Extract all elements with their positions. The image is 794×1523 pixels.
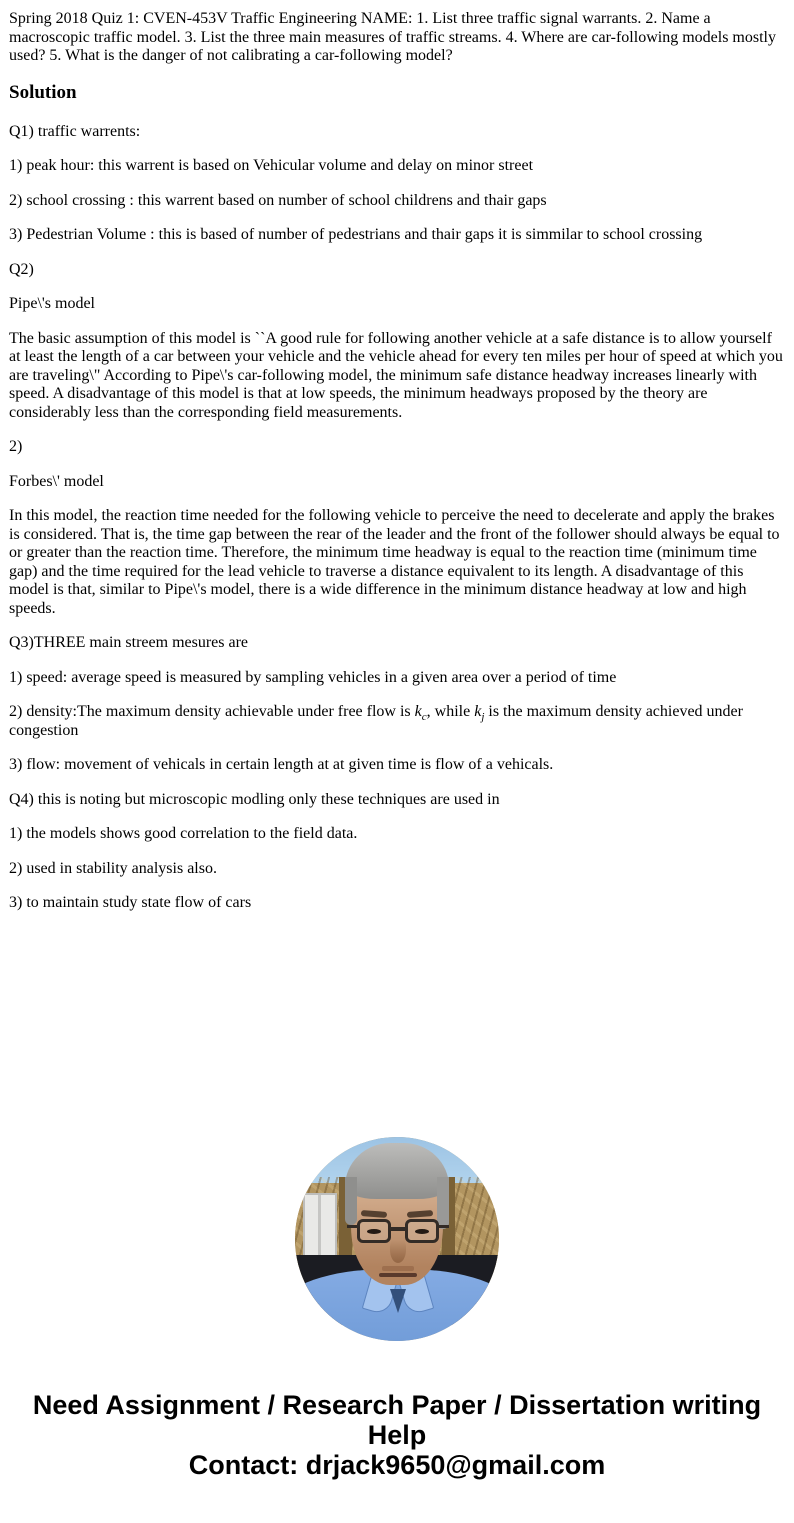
- density-text-prefix: 2) density:The maximum density achievable under free flow is: [9, 703, 415, 720]
- q3-item-3: 3) flow: movement of vehicals in certain length at at given time is flow of a vehicals.: [9, 756, 554, 773]
- instructor-portrait-photo: [295, 1137, 499, 1341]
- q1-title: Q1) traffic warrents:: [9, 122, 141, 140]
- density-sub-c: c: [421, 711, 427, 724]
- q4-item-3: 3) to maintain study state flow of cars: [9, 894, 252, 911]
- portrait-eye-right: [415, 1229, 429, 1234]
- q1-item-3: 3) Pedestrian Volume : this is based of number of pedestrians and thair gaps it is simmilar to school crossing: [9, 226, 703, 243]
- portrait-mouth: [379, 1273, 417, 1277]
- q1-item-2: 2) school crossing : this warrent based on number of school childrens and thair gaps: [9, 191, 547, 209]
- portrait-hair-side-left: [345, 1177, 357, 1225]
- q1-item-1: 1) peak hour: this warrent is based on Vehicular volume and delay on minor street: [9, 157, 534, 174]
- q4-item-1: 1) the models shows good correlation to the field data.: [9, 825, 358, 842]
- density-sub-j: j: [481, 711, 485, 724]
- portrait-glasses-bridge: [390, 1227, 406, 1231]
- density-text-middle: , while: [426, 703, 475, 720]
- portrait-glasses-temple-left: [347, 1225, 358, 1228]
- density-text-suffix: is the maximum density achieved under congestion: [9, 703, 743, 739]
- pipe-model-paragraph: The basic assumption of this model is ``A good rule for following another vehicle at a safe distance is to allow yourself at least the length of a car between your vehicle and the vehicle ahead for every ten miles per hour of speed at which you are traveling\" According to Pipe\'s car-following model, the minimum safe distance headway increases linearly with speed. A disadvantage of this model is that at low speeds, the minimum headways proposed by the theory are considerably less than the corresponding field measurements.: [9, 329, 783, 421]
- q4-title: Q4) this is noting but microscopic modling only these techniques are used in: [9, 790, 500, 808]
- portrait-eyebrow-left: [361, 1210, 387, 1218]
- q2-label: Q2): [9, 260, 34, 278]
- portrait-collar-vee-shadow: [390, 1289, 406, 1313]
- footer-contact-email: Contact: drjack9650@gmail.com: [188, 1449, 606, 1480]
- portrait-hair-side-right: [437, 1177, 449, 1229]
- portrait-eyebrow-right: [407, 1210, 433, 1218]
- footer-help-text: Need Assignment / Research Paper / Dissertation writing Help: [32, 1389, 762, 1450]
- q4-item-2: 2) used in stability analysis also.: [9, 859, 217, 877]
- portrait-eye-left: [367, 1229, 381, 1234]
- density-var-kj: k: [474, 703, 482, 720]
- portrait-glasses-temple-right: [438, 1225, 449, 1228]
- q3-item-2-density: [9, 703, 785, 740]
- solution-heading: Solution: [9, 81, 77, 103]
- footer-advert-block: [0, 1390, 794, 1480]
- item2-label: 2): [9, 438, 23, 455]
- density-var-kc: k: [414, 703, 422, 720]
- quiz-header-paragraph: Spring 2018 Quiz 1: CVEN-453V Traffic Engineering NAME: 1. List three traffic signal warrants. 2. Name a macroscopic traffic model. 3. List the three main measures of traffic streams. 4. Where are car-following models mostly used? 5. What is the danger of not calibrating a car-following model?: [9, 10, 776, 64]
- forbes-model-paragraph: In this model, the reaction time needed for the following vehicle to perceive the need to decelerate and apply the brakes is considered. That is, the time gap between the rear of the leader and the front of the follower should always be equal to or greater than the reaction time. Therefore, the minimum time headway is equal to the reaction time (minimum time gap) and the time required for the lead vehicle to traverse a distance equivalent to its length. A disadvantage of this model is that, similar to Pipe\'s model, there is a wide difference in the minimum distance headway at low and high speeds.: [9, 507, 780, 617]
- pipe-model-heading: Pipe\'s model: [9, 295, 95, 312]
- q3-title: Q3)THREE main streem mesures are: [9, 634, 249, 651]
- portrait-upper-lip-shadow: [382, 1266, 414, 1271]
- forbes-model-heading: Forbes\' model: [9, 472, 104, 490]
- portrait-nose-shadow: [390, 1237, 406, 1263]
- q3-item-1: 1) speed: average speed is measured by sampling vehicles in a given area over a period of time: [9, 668, 617, 686]
